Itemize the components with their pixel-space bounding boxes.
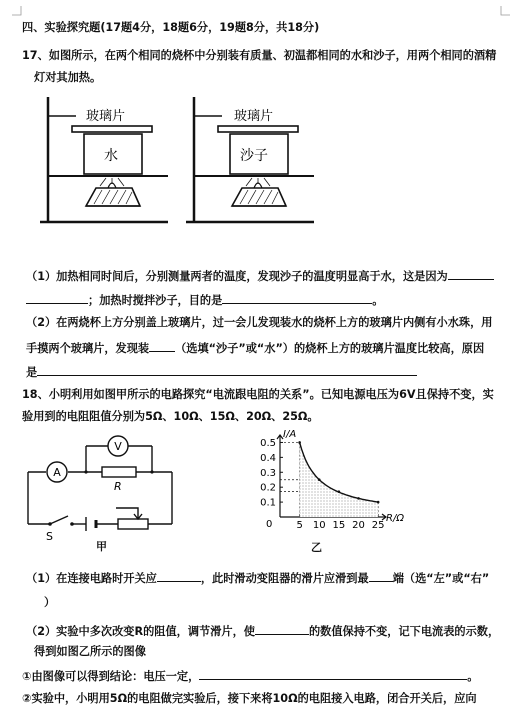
q17-part2-line3 — [26, 364, 417, 380]
q17-blank-1[interactable] — [448, 268, 494, 280]
q17-part2-text-b1: 手摸两个玻璃片，发现装 — [26, 342, 150, 355]
x-tick-label: 20 — [352, 520, 365, 531]
q17-part1-line1 — [26, 268, 494, 284]
x-tick-label: 5 — [296, 520, 303, 531]
q17-right-glass-label: 玻璃片 — [234, 109, 274, 124]
q18-part2-line1 — [26, 623, 499, 639]
voltmeter-label: V — [114, 440, 122, 453]
q18-item1 — [22, 668, 479, 684]
area-under-curve — [300, 443, 379, 518]
section-header: 四、实验探究题(17题4分，18题6分，19题8分，共18分) — [22, 21, 320, 34]
y-tick-label: 0.3 — [260, 467, 276, 479]
resistor-label: R — [114, 480, 122, 493]
q17-part1-line2 — [26, 292, 383, 308]
q17-figure — [28, 92, 328, 232]
y-tick-label: 0.5 — [260, 437, 276, 449]
graph-ylabel: I/A — [283, 429, 297, 440]
q17-part2-text-c: 是 — [26, 366, 38, 379]
q18-part1-text-a: （1）在连接电路时开关应 — [26, 572, 157, 585]
q18-blank-3[interactable] — [255, 623, 309, 635]
x-tick-label: 25 — [371, 520, 385, 531]
ammeter-label: A — [53, 466, 61, 479]
data-point — [298, 441, 301, 444]
y-tick-label: 0.4 — [260, 452, 276, 464]
y-tick-label: 0.1 — [260, 497, 276, 509]
data-point — [357, 497, 360, 500]
q18-iv-graph — [236, 425, 406, 537]
crop-mark-left — [12, 6, 22, 16]
q18-part2-line2: 得到如图乙所示的图像 — [34, 645, 146, 658]
graph-xlabel: R/Ω — [386, 513, 404, 524]
q17-right-content-label: 沙子 — [240, 148, 268, 164]
q18-item2: ②实验中，小明用5Ω的电阻做完实验后，接下来将10Ω的电阻接入电路，闭合开关后，应向 — [22, 692, 477, 705]
crop-mark-right — [500, 6, 510, 16]
q18-part1-text-c: 端（选“左”或“右” — [392, 572, 490, 585]
q17-blank-5[interactable] — [37, 364, 417, 376]
q18-item1-text: ①由图像可以得到结论：电压一定， — [22, 670, 200, 683]
y-tick-label: 0.2 — [260, 482, 276, 494]
q18-part1-close: ） — [44, 596, 56, 609]
data-point — [318, 478, 321, 481]
q18-stem-line2: 验用到的电阻阻值分别为5Ω、10Ω、15Ω、20Ω、25Ω。 — [22, 410, 319, 423]
q17-left-content-label: 水 — [104, 148, 118, 164]
q17-left-glass-label: 玻璃片 — [86, 109, 126, 124]
q17-part2-text-b2: （选填“沙子”或“水”）的烧杯上方的玻璃片温度比较高，原因 — [175, 342, 485, 355]
q18-part2-text-b: 的数值保持不变，记下电流表的示数， — [308, 625, 500, 638]
q18-blank-4[interactable] — [199, 668, 467, 680]
q17-part1-text-a: （1）加热相同时间后，分别测量两者的温度，发现沙子的温度明显高于水，这是因为 — [26, 270, 448, 283]
q17-blank-3[interactable] — [222, 292, 372, 304]
q17-blank-2[interactable] — [26, 292, 88, 304]
q17-part2-line2 — [26, 340, 484, 356]
x-tick-label: 10 — [312, 520, 326, 531]
q18-stem-line1: 18、小明利用如图甲所示的电路探究“电流跟电阻的关系”。已知电源电压为6V且保持不变，实 — [22, 388, 494, 401]
graph-origin: 0 — [266, 519, 273, 530]
q18-item1-end: 。 — [467, 670, 479, 683]
q18-blank-2[interactable] — [369, 570, 393, 582]
q17-part2-line1: （2）在两烧杯上方分别盖上玻璃片，过一会儿发现装水的烧杯上方的玻璃片内侧有小水珠，用 — [26, 316, 493, 329]
switch-label: S — [46, 530, 53, 543]
graph-caption: 乙 — [311, 541, 322, 554]
data-point — [338, 490, 341, 493]
q17-blank-4[interactable] — [149, 340, 175, 352]
q17-part1-text-b: ；加热时搅拌沙子，目的是 — [88, 294, 223, 307]
q17-part1-end: 。 — [372, 294, 384, 307]
data-point — [377, 501, 380, 504]
q18-blank-1[interactable] — [157, 570, 201, 582]
circuit-caption: 甲 — [96, 540, 107, 553]
q18-part1-text-b: ，此时滑动变阻器的滑片应滑到最 — [200, 572, 369, 585]
q17-stem-line1: 17、如图所示，在两个相同的烧杯中分别装有质量、初温都相同的水和沙子，用两个相同的酒精 — [22, 49, 497, 62]
q18-part1-line1 — [26, 570, 489, 586]
x-tick-label: 15 — [332, 520, 346, 531]
q18-circuit-diagram — [22, 432, 192, 547]
q17-stem-line2: 灯对其加热。 — [34, 71, 102, 84]
q18-part2-text-a: （2）实验中多次改变R的阻值，调节滑片，使 — [26, 625, 255, 638]
